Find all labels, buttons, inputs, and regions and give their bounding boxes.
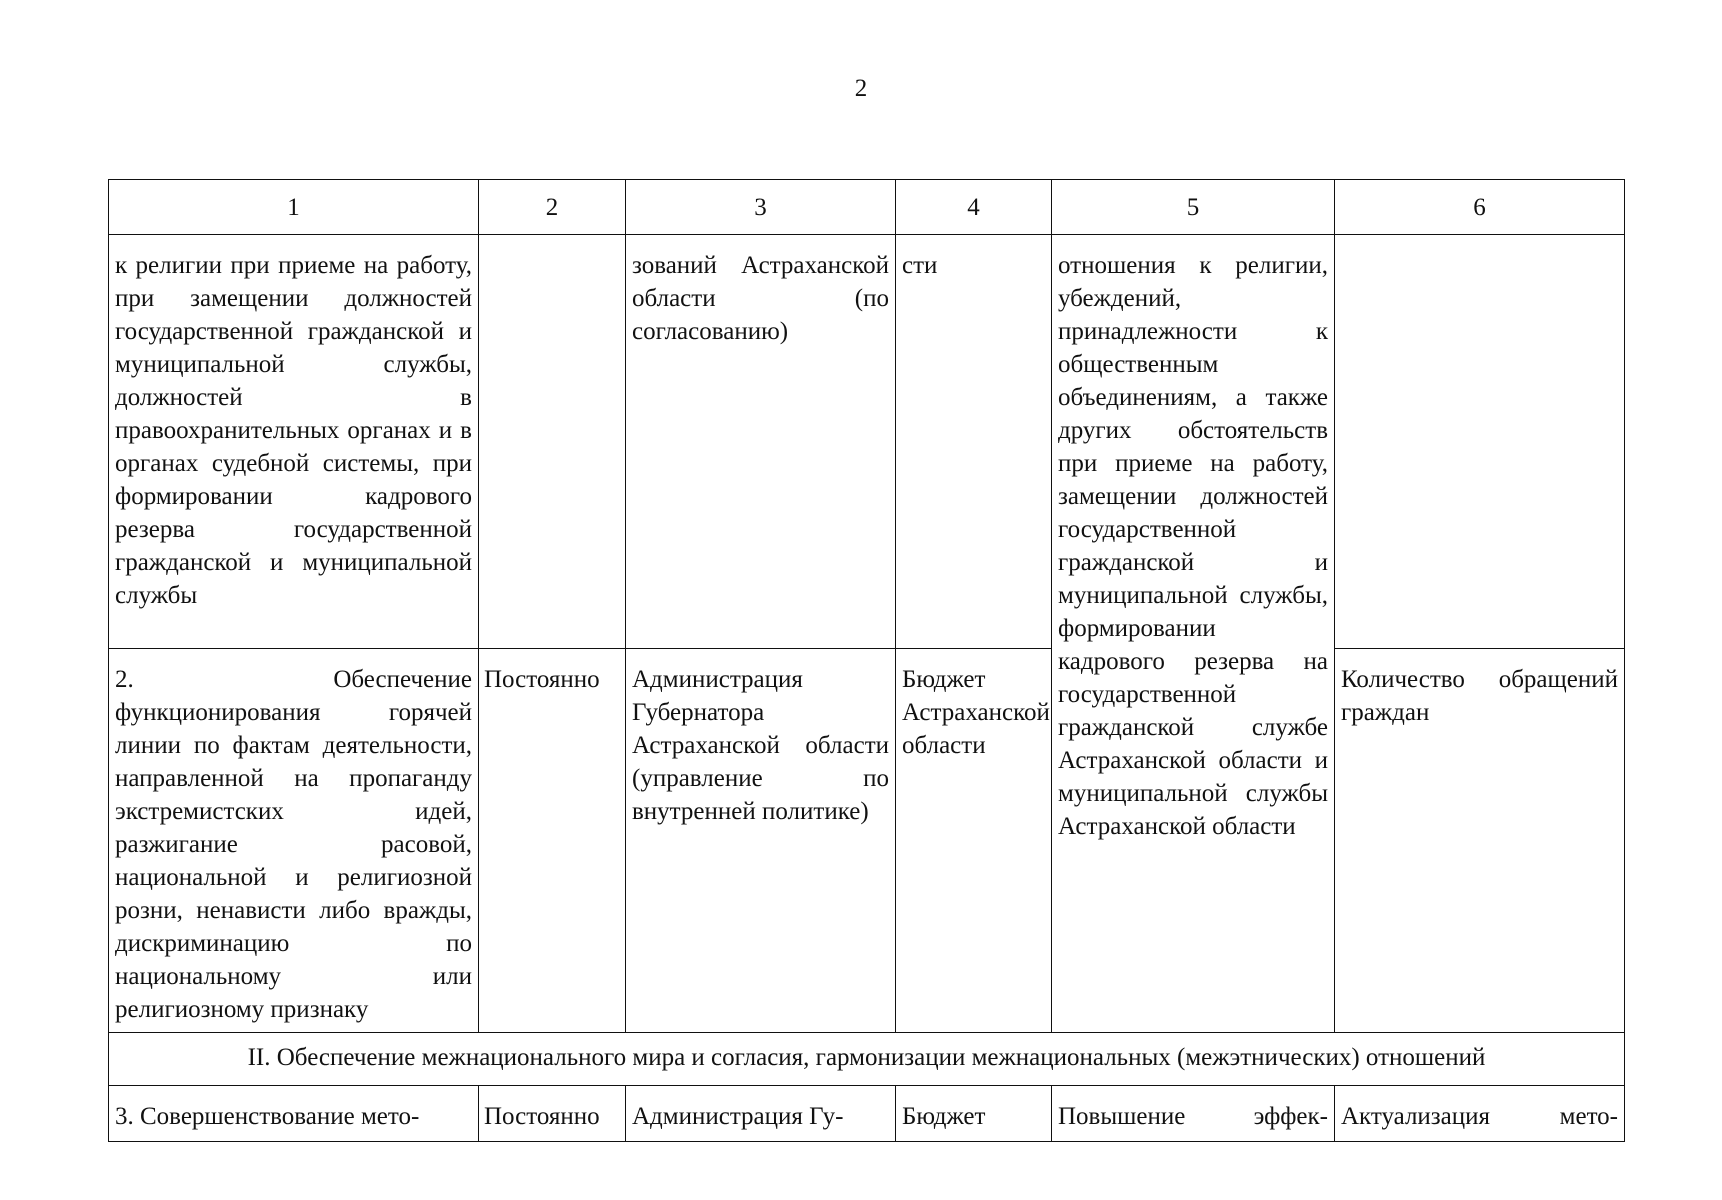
cell-activity: 3. Совершенствование мето- bbox=[109, 1086, 479, 1142]
cell-result: Повышение эффек- bbox=[1052, 1086, 1335, 1142]
table-header-row bbox=[109, 180, 1625, 235]
table-row bbox=[109, 1086, 1625, 1142]
cell-deadline: Постоянно bbox=[479, 649, 626, 1033]
cell-funding: Бюджет bbox=[896, 1086, 1052, 1142]
cell-indicator: Количество обращений граждан bbox=[1335, 649, 1625, 1033]
header-cell: 2 bbox=[479, 180, 626, 235]
cell-executor: зований Астраханской области (по согласованию) bbox=[626, 235, 896, 649]
cell-funding: Бюджет Астраханской области bbox=[896, 649, 1052, 1033]
page-number: 2 bbox=[854, 75, 868, 102]
header-cell: 6 bbox=[1335, 180, 1625, 235]
header-cell: 4 bbox=[896, 180, 1052, 235]
header-cell: 3 bbox=[626, 180, 896, 235]
header-cell: 1 bbox=[109, 180, 479, 235]
section-row bbox=[109, 1033, 1625, 1086]
cell-indicator bbox=[1335, 235, 1625, 649]
cell-executor: Администрация Губернатора Астраханской области (управление по внутренней политике) bbox=[626, 649, 896, 1033]
cell-funding: сти bbox=[896, 235, 1052, 649]
table-row bbox=[109, 649, 1625, 1033]
cell-deadline: Постоянно bbox=[479, 1086, 626, 1142]
cell-activity: 2. Обеспечение функционирования горячей линии по фактам деятельности, направленной на пропаганду экстремистских идей, разжигание расовой, национальной и религиозной розни, ненависти либо вражды, дискриминацию по национальному или религиозному признаку bbox=[109, 649, 479, 1033]
cell-activity: к религии при приеме на работу, при замещении должностей государственной гражданской и муниципальной службы, должностей в правоохранительных органах и в органах судебной системы, при формировании кадрового резерва государственной гражданской и муниципальной службы bbox=[109, 235, 479, 649]
header-cell: 5 bbox=[1052, 180, 1335, 235]
activities-table bbox=[108, 179, 1625, 1142]
section-title: II. Обеспечение межнационального мира и согласия, гармонизации межнациональных (межэтнических) отношений bbox=[109, 1033, 1625, 1086]
table-row bbox=[109, 235, 1625, 649]
cell-deadline bbox=[479, 235, 626, 649]
cell-indicator: Актуализация мето- bbox=[1335, 1086, 1625, 1142]
cell-executor: Администрация Гу- bbox=[626, 1086, 896, 1142]
cell-result: отношения к религии, убеждений, принадлежности к общественным объединениям, а также других обстоятельств при приеме на работу, замещении должностей государственной гражданской и муниципальной службы, формировании кадрового резерва на государственной гражданской службе Астраханской области и муниципальной службы Астраханской области bbox=[1052, 235, 1335, 1033]
